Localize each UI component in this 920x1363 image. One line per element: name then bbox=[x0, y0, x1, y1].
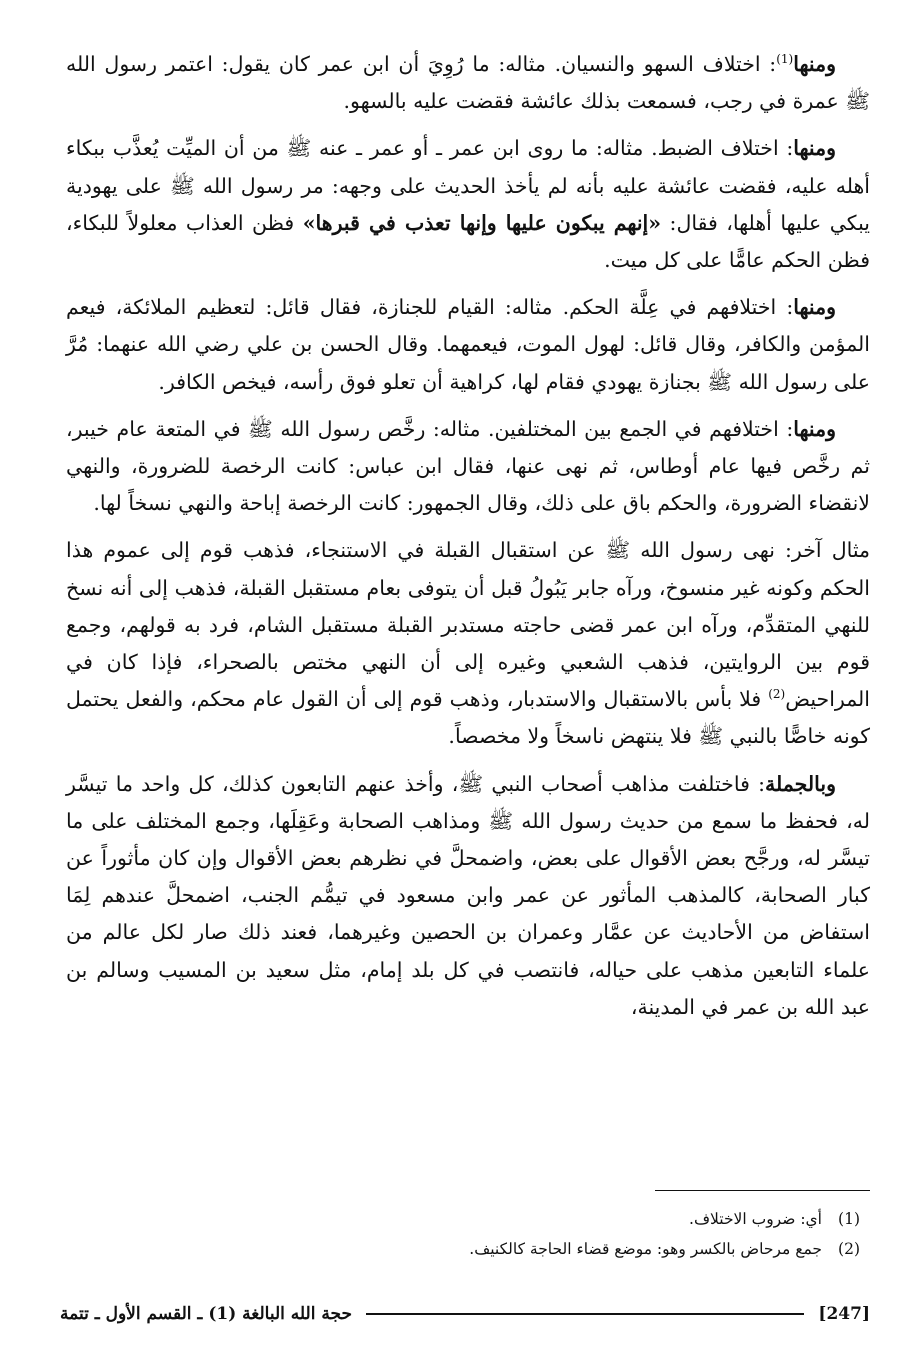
page-footer bbox=[60, 1296, 870, 1332]
footnote-ref[interactable]: (2) bbox=[768, 687, 786, 702]
page-number: [247] bbox=[818, 1304, 870, 1324]
paragraph-text: : اختلافهم في الجمع بين المختلفين. مثاله: رخَّص رسول الله ﷺ في المتعة عام خيبر، ثم رخَّص فيها عام أوطاس، ثم نهى عنها، فقال ابن عباس: كانت الرخصة للضرورة، والنهي لانقضاء الضرورة، والحكم باق على ذلك، وقال الجمهور: كانت الرخصة إباحة والنهي نسخاً لها. bbox=[66, 416, 870, 516]
footnote bbox=[260, 1204, 860, 1234]
footnote-divider bbox=[655, 1190, 870, 1191]
footnote-ref[interactable]: (1) bbox=[776, 52, 794, 67]
footnote-number: (2) bbox=[838, 1240, 860, 1258]
paragraph-text-continued: فلا بأس بالاستقبال والاستدبار، وذهب قوم إلى أن القول عام محكم، والفعل يحتمل كونه خاصًّا بالنبي ﷺ فلا ينتهض ناسخاً ولا مخصصاً. bbox=[66, 687, 870, 749]
paragraph-text: مثال آخر: نهى رسول الله ﷺ عن استقبال القبلة في الاستنجاء، فذهب قوم إلى عموم هذا الحكم وكونه غير منسوخ، ورآه جابر يَبُولُ قبل أن يتوفى بعام مستقبل القبلة، فذهب إلى أنه نسخ للنهي المتقدِّم، ورآه ابن عمر قضى حاجته مستدبر القبلة مستقبل الشام، فرد به قولهم، وجمع قوم بين الروايتين، فذهب الشعبي وغيره إلى أن النهي مختص بالصحراء، فإذا كان في المراحيض bbox=[66, 538, 870, 712]
paragraph-lead: ومنها bbox=[793, 136, 836, 161]
running-title: حجة الله البالغة (1) ـ القسم الأول ـ تتمة bbox=[60, 1304, 352, 1324]
paragraph bbox=[66, 766, 870, 1026]
footnote-number: (1) bbox=[838, 1210, 860, 1228]
hadith-quote: «إنهم يبكون عليها وإنها تعذب في قبرها» bbox=[302, 210, 662, 235]
paragraph bbox=[66, 130, 870, 279]
paragraph-lead: وبالجملة bbox=[765, 771, 836, 796]
paragraph-text: : اختلاف الضبط. مثاله: ما روى ابن عمر ـ أو عمر ـ عنه ﷺ من أن الميِّت يُعذَّب ببكاء أهله عليه، فقضت عائشة عليه بأنه لم يأخذ الحديث على وجهه: مر رسول الله ﷺ على يهودية يبكي عليها أهلها، فقال: bbox=[66, 136, 870, 235]
paragraph-lead: ومنها bbox=[793, 416, 836, 441]
paragraph bbox=[66, 46, 870, 120]
paragraph-text-continued: فظن العذاب معلولاً للبكاء، فظن الحكم عامًّا على كل ميت. bbox=[66, 210, 870, 273]
paragraph-text: : اختلافهم في عِلَّة الحكم. مثاله: القيام للجنازة، فقال قائل: لتعظيم الملائكة، فيعم المؤمن والكافر، وقال قائل: لهول الموت، فيعمهما. وقال الحسن بن علي رضي الله عنهما: مُرَّ على رسول الله ﷺ بجنازة يهودي فقام لها، كراهية أن تعلو فوق رأسه، فيخص الكافر. bbox=[66, 295, 870, 394]
paragraph-text: : اختلاف السهو والنسيان. مثاله: ما رُوِيَ أن ابن عمر كان يقول: اعتمر رسول الله ﷺ عمرة في رجب، فسمعت بذلك عائشة فقضت عليه بالسهو. bbox=[66, 52, 870, 114]
paragraph-lead: ومنها bbox=[793, 295, 836, 320]
paragraph bbox=[66, 411, 870, 523]
footnote-text: أي: ضروب الاختلاف. bbox=[689, 1210, 822, 1228]
footnote-text: جمع مرحاض بالكسر وهو: موضع قضاء الحاجة كالكنيف. bbox=[469, 1240, 822, 1258]
footnotes bbox=[260, 1204, 860, 1264]
footer-divider bbox=[366, 1313, 804, 1315]
main-text bbox=[66, 46, 870, 1036]
paragraph-lead: ومنها bbox=[793, 52, 836, 76]
footnote bbox=[260, 1234, 860, 1264]
paragraph-text: : فاختلفت مذاهب أصحاب النبي ﷺ، وأخذ عنهم التابعون كذلك، كل واحد ما تيسَّر له، فحفظ ما سمع من حديث رسول الله ﷺ ومذاهب الصحابة وعَقِلَها، وجمع المختلف على ما تيسَّر له، ورجَّح بعض الأقوال على بعض، واضمحلَّ في نظرهم بعض الأقوال وإن كان مأثوراً عن كبار الصحابة، كالمذهب المأثور عن عمر وابن مسعود في تيمُّم الجنب، اضمحلَّ عندهم لِمَا استفاض من الأحاديث عن عمَّار وعمران بن الحصين وغيرهما، فعند ذلك صار لكل عالم من علماء التابعين مذهب على حياله، فانتصب في كل بلد إمام، مثل سعيد بن المسيب وسالم بن عبد الله بن عمر في المدينة، bbox=[66, 771, 870, 1019]
paragraph bbox=[66, 289, 870, 401]
paragraph bbox=[66, 532, 870, 755]
